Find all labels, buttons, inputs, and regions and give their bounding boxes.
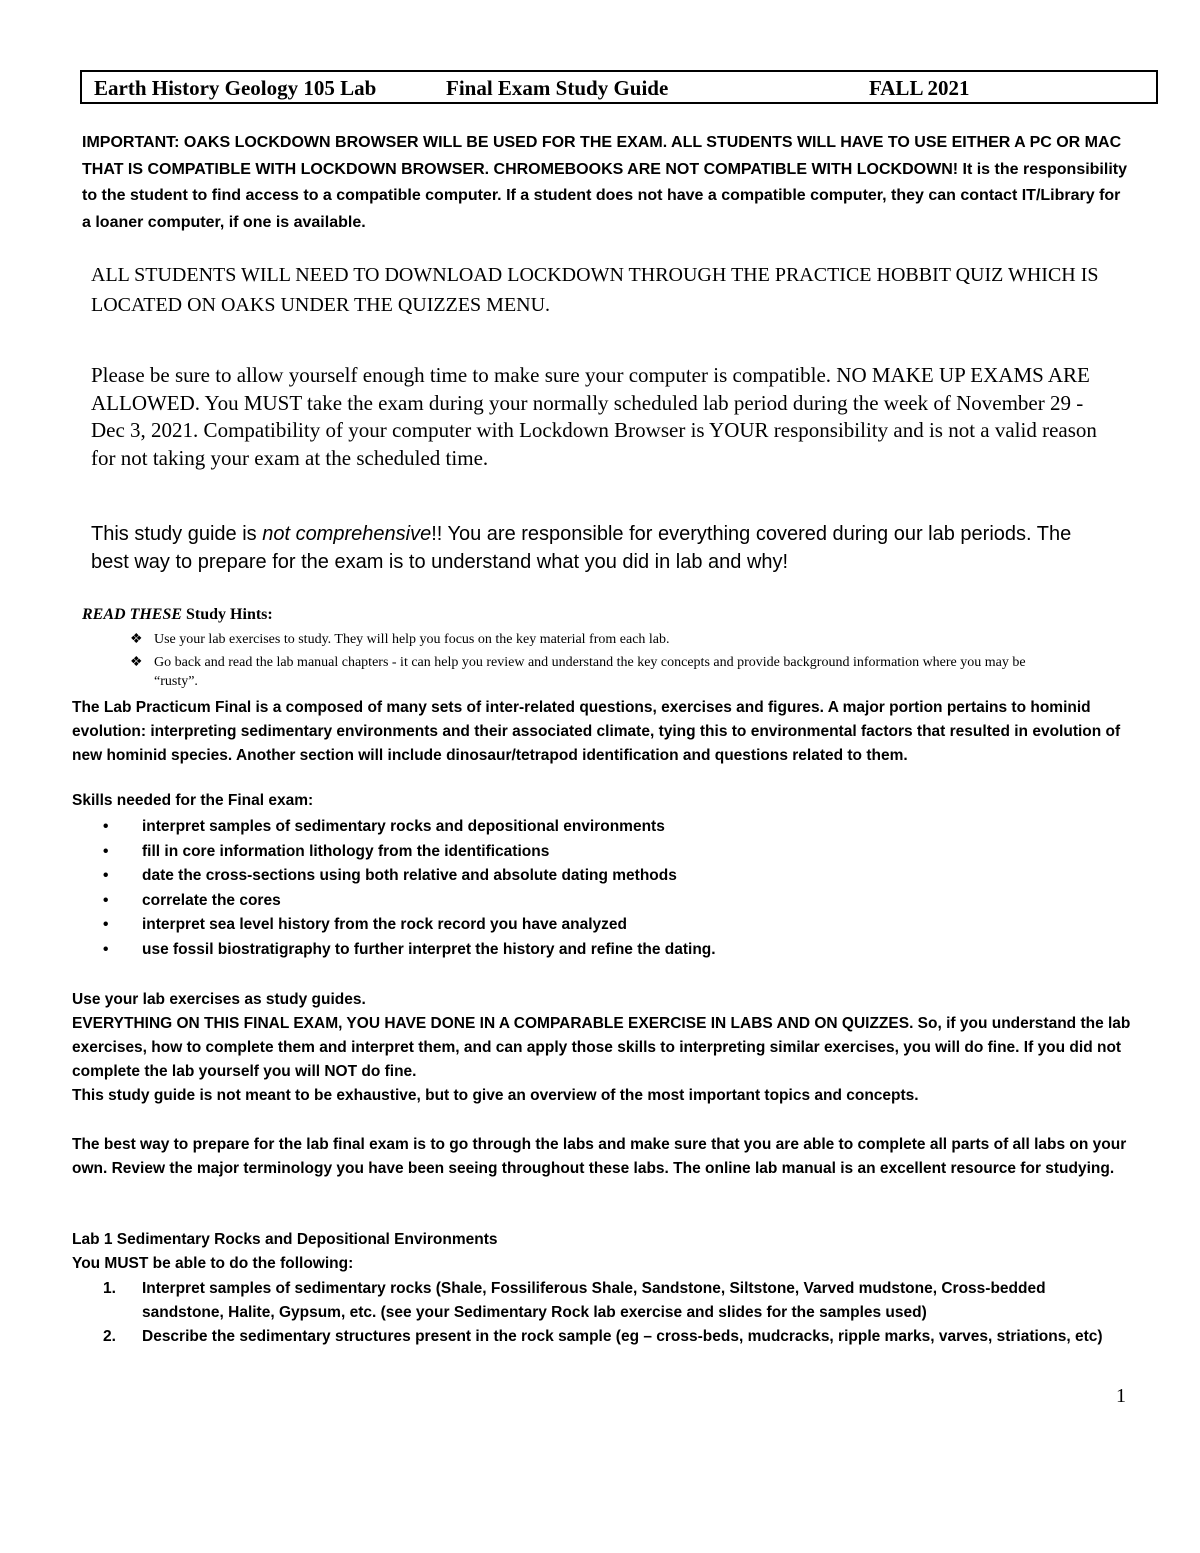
page-number: 1 (1116, 1385, 1126, 1407)
lab1-title: Lab 1 Sedimentary Rocks and Depositional Environments (72, 1231, 498, 1248)
best-way-paragraph: The best way to prepare for the lab final exam is to go through the labs and make sure that you are able to complete all parts of all labs on your own. Review the major terminology you have been seeing throughout these labs. The online lab manual is an excellent resource for studying. (72, 1136, 1127, 1177)
list-item (130, 653, 1030, 691)
important-notice: IMPORTANT: OAKS LOCKDOWN BROWSER WILL BE USED FOR THE EXAM. ALL STUDENTS WILL HAVE TO USE EITHER A PC OR MAC THAT IS COMPATIBLE WITH LOCKDOWN BROWSER. CHROMEBOOKS ARE NOT COMPATIBLE WITH LOCKDOWN! It is the responsibility to the student to find access to a compatible computer. If a student does not have a compatible computer, they can contact IT/Library for a loaner computer, if one is available. (82, 134, 1127, 231)
skills-heading: Skills needed for the Final exam: (72, 792, 314, 809)
guide-note-emphasis: not comprehensive (262, 523, 432, 545)
list-item (103, 840, 1003, 865)
skill-text: correlate the cores (142, 891, 281, 909)
skill-text: use fossil biostratigraphy to further interpret the history and refine the dating. (142, 940, 716, 958)
list-item (103, 938, 1003, 963)
list-item (103, 1277, 1123, 1325)
list-item (130, 630, 1030, 649)
list-item (103, 864, 1003, 889)
guide-note (91, 520, 1091, 576)
usage-line: EVERYTHING ON THIS FINAL EXAM, YOU HAVE DONE IN A COMPARABLE EXERCISE IN LABS AND ON QUIZZES. So, if you understand the lab exercises, how to complete them and interpret them, and can apply those skills to interpreting similar exercises, you will do fine. If you did not complete the lab yourself you will NOT do fine. (72, 1015, 1131, 1080)
hint-text: Use your lab exercises to study. They will help you focus on the key material from each lab. (154, 632, 670, 647)
list-item (103, 1325, 1123, 1349)
skill-text: interpret sea level history from the rock record you have analyzed (142, 916, 627, 934)
hints-heading (82, 606, 1132, 624)
bullet-icon: • (103, 916, 109, 934)
guide-note-end: !! You are responsible for everything covered during our lab periods. The best way to prepare for the exam is to understand what you did in lab and why! (91, 523, 1072, 573)
bullet-icon: • (103, 867, 109, 885)
bullet-icon: • (103, 818, 109, 835)
skill-text: date the cross-sections using both relative and absolute dating methods (142, 867, 677, 885)
list-item (103, 889, 1003, 914)
item-number: 1. (103, 1280, 116, 1297)
skill-text: fill in core information lithology from the identifications (142, 842, 550, 860)
guide-note-start: This study guide is (91, 523, 263, 545)
hints-heading-rest: Study Hints: (182, 606, 273, 623)
usage-line: This study guide is not meant to be exhaustive, but to give an overview of the most important topics and concepts. (72, 1087, 919, 1104)
item-text: Interpret samples of sedimentary rocks (Shale, Fossiliferous Shale, Sandstone, Siltstone, Varved mudstone, Cross-bedded sandstone, Halite, Gypsum, etc. (see your Sedimentary Rock lab exercise and slides for the samples used) (142, 1280, 1046, 1321)
hints-heading-strong: READ THESE (82, 606, 183, 623)
skill-text: interpret samples of sedimentary rocks and depositional environments (142, 818, 665, 835)
hint-text: Go back and read the lab manual chapters - it can help you review and understand the key concepts and provide background information where you may be “rusty”. (154, 655, 1026, 689)
guide-title: Final Exam Study Guide (446, 76, 669, 100)
bullet-icon: • (103, 842, 109, 860)
hints-list (130, 630, 1030, 695)
compatibility-notice: Please be sure to allow yourself enough time to make sure your computer is compatible. NO MAKE UP EXAMS ARE ALLOWED. You MUST take the exam during your normally scheduled lab period during the week of November 29 - Dec 3, 2021. Compatibility of your computer with Lockdown Browser is YOUR responsibility and is not a valid reason for not taking your exam at the scheduled time. (91, 363, 1097, 470)
item-text: Describe the sedimentary structures present in the rock sample (eg – cross-beds, mudcracks, ripple marks, varves, striations, etc) (142, 1328, 1103, 1345)
study-guide-usage (72, 988, 1152, 1108)
diamond-bullet-icon: ❖ (130, 655, 143, 670)
skills-list (103, 815, 1003, 963)
term-label: FALL 2021 (869, 76, 970, 100)
bullet-icon: • (103, 940, 109, 958)
item-number: 2. (103, 1328, 116, 1345)
diamond-bullet-icon: ❖ (130, 632, 143, 647)
download-notice: ALL STUDENTS WILL NEED TO DOWNLOAD LOCKDOWN THROUGH THE PRACTICE HOBBIT QUIZ WHICH IS LOCATED ON OAKS UNDER THE QUIZZES MENU. (91, 264, 1099, 316)
document-header (80, 70, 1158, 104)
usage-line: Use your lab exercises as study guides. (72, 991, 366, 1008)
practicum-description: The Lab Practicum Final is a composed of many sets of inter-related questions, exercises and figures. A major portion pertains to hominid evolution: interpreting sedimentary environments and their associated climate, tying this to environmental factors that resulted in evolution of new hominid species. Another section will include dinosaur/tetrapod identification and questions related to them. (72, 699, 1121, 764)
list-item (103, 913, 1003, 938)
lab1-intro: You MUST be able to do the following: (72, 1255, 354, 1272)
lab1-list (103, 1277, 1123, 1349)
course-title: Earth History Geology 105 Lab (94, 76, 377, 100)
list-item (103, 815, 1003, 840)
lab1-section (72, 1228, 1152, 1276)
bullet-icon: • (103, 891, 109, 909)
